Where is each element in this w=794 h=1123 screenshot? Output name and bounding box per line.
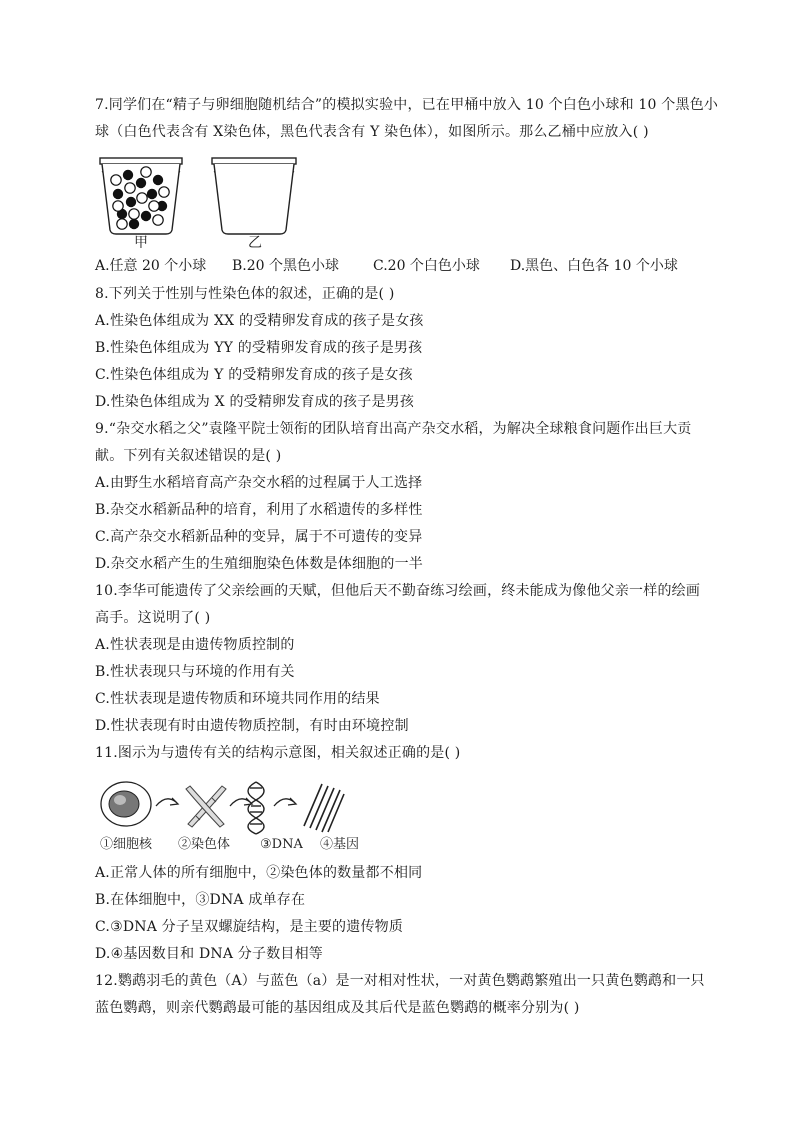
q10-stem-line-1: 10.李华可能遗传了父亲绘画的天赋，但他后天不勤奋练习绘画，终未能成为像他父亲一样的绘画 xyxy=(95,583,701,599)
bucket-yi-label: 乙 xyxy=(248,235,262,248)
bucket-yi xyxy=(212,158,296,234)
heredity-structure-figure xyxy=(96,776,376,856)
label-nucleus: ①细胞核 xyxy=(100,837,153,852)
q10-stem-line-2: 高手。这说明了( ) xyxy=(95,610,211,626)
q11-option-a[interactable]: A.正常人体的所有细胞中，②染色体的数量都不相同 xyxy=(95,865,423,881)
gene-icon xyxy=(304,784,344,832)
q10-option-d[interactable]: D.性状表现有时由遗传物质控制，有时由环境控制 xyxy=(95,718,409,734)
dna-helix-icon xyxy=(248,782,264,834)
q8-option-a[interactable]: A.性染色体组成为 XX 的受精卵发育成的孩子是女孩 xyxy=(95,313,424,329)
q7-option-d[interactable]: D.黑色、白色各 10 个小球 xyxy=(510,258,678,274)
label-dna: ③DNA xyxy=(260,837,303,852)
q7-stem-line-1: 7.同学们在“精子与卵细胞随机结合”的模拟实验中，已在甲桶中放入 10 个白色小球和 10 个黑色小 xyxy=(95,97,719,113)
q12-stem-line-2: 蓝色鹦鹉，则亲代鹦鹉最可能的基因组成及其后代是蓝色鹦鹉的概率分别为( ) xyxy=(95,1000,580,1016)
q7-option-c[interactable]: C.20 个白色小球 xyxy=(373,258,480,274)
q11-option-c[interactable]: C.③DNA 分子呈双螺旋结构，是主要的遗传物质 xyxy=(95,919,404,935)
q10-option-b[interactable]: B.性状表现只与环境的作用有关 xyxy=(95,664,295,680)
buckets-figure xyxy=(96,150,316,248)
q11-stem: 11.图示为与遗传有关的结构示意图，相关叙述正确的是( ) xyxy=(95,745,461,761)
q7-option-b[interactable]: B.20 个黑色小球 xyxy=(232,258,340,274)
q9-option-d[interactable]: D.杂交水稻产生的生殖细胞染色体数是体细胞的一半 xyxy=(95,556,423,572)
arrow-icon xyxy=(230,798,252,806)
bucket-jia xyxy=(100,158,182,234)
q11-option-d[interactable]: D.④基因数目和 DNA 分子数目相等 xyxy=(95,946,324,962)
bucket-jia-label: 甲 xyxy=(134,235,148,248)
q9-option-a[interactable]: A.由野生水稻培育高产杂交水稻的过程属于人工选择 xyxy=(95,475,423,491)
q9-stem-line-1: 9.“杂交水稻之父”袁隆平院士领衔的团队培育出高产杂交水稻，为解决全球粮食问题作出巨大贡 xyxy=(95,421,692,437)
q8-option-c[interactable]: C.性染色体组成为 Y 的受精卵发育成的孩子是女孩 xyxy=(95,367,413,383)
chromosome-icon xyxy=(186,786,226,827)
arrow-icon xyxy=(156,798,178,806)
q7-stem-line-2: 球（白色代表含有 X染色体，黑色代表含有 Y 染色体），如图所示。那么乙桶中应放入( ) xyxy=(95,124,649,140)
label-chromosome: ②染色体 xyxy=(178,837,231,852)
q7-option-a[interactable]: A.任意 20 个小球 xyxy=(95,258,207,274)
q11-option-b[interactable]: B.在体细胞中，③DNA 成单存在 xyxy=(95,892,306,908)
q10-option-a[interactable]: A.性状表现是由遗传物质控制的 xyxy=(95,637,295,653)
q9-option-b[interactable]: B.杂交水稻新品种的培育，利用了水稻遗传的多样性 xyxy=(95,502,423,518)
arrow-icon xyxy=(274,798,296,806)
q8-stem: 8.下列关于性别与性染色体的叙述，正确的是( ) xyxy=(95,286,395,302)
cell-nucleus-icon xyxy=(101,782,151,826)
q10-option-c[interactable]: C.性状表现是遗传物质和环境共同作用的结果 xyxy=(95,691,380,707)
q12-stem-line-1: 12.鹦鹉羽毛的黄色（A）与蓝色（a）是一对相对性状，一对黄色鹦鹉繁殖出一只黄色鹦鹉和一只 xyxy=(95,973,705,989)
q9-option-c[interactable]: C.高产杂交水稻新品种的变异，属于不可遗传的变异 xyxy=(95,529,423,545)
label-gene: ④基因 xyxy=(320,837,360,852)
q8-option-d[interactable]: D.性染色体组成为 X 的受精卵发育成的孩子是男孩 xyxy=(95,394,415,410)
q8-option-b[interactable]: B.性染色体组成为 YY 的受精卵发育成的孩子是男孩 xyxy=(95,340,423,356)
q9-stem-line-2: 献。下列有关叙述错误的是( ) xyxy=(95,448,282,464)
